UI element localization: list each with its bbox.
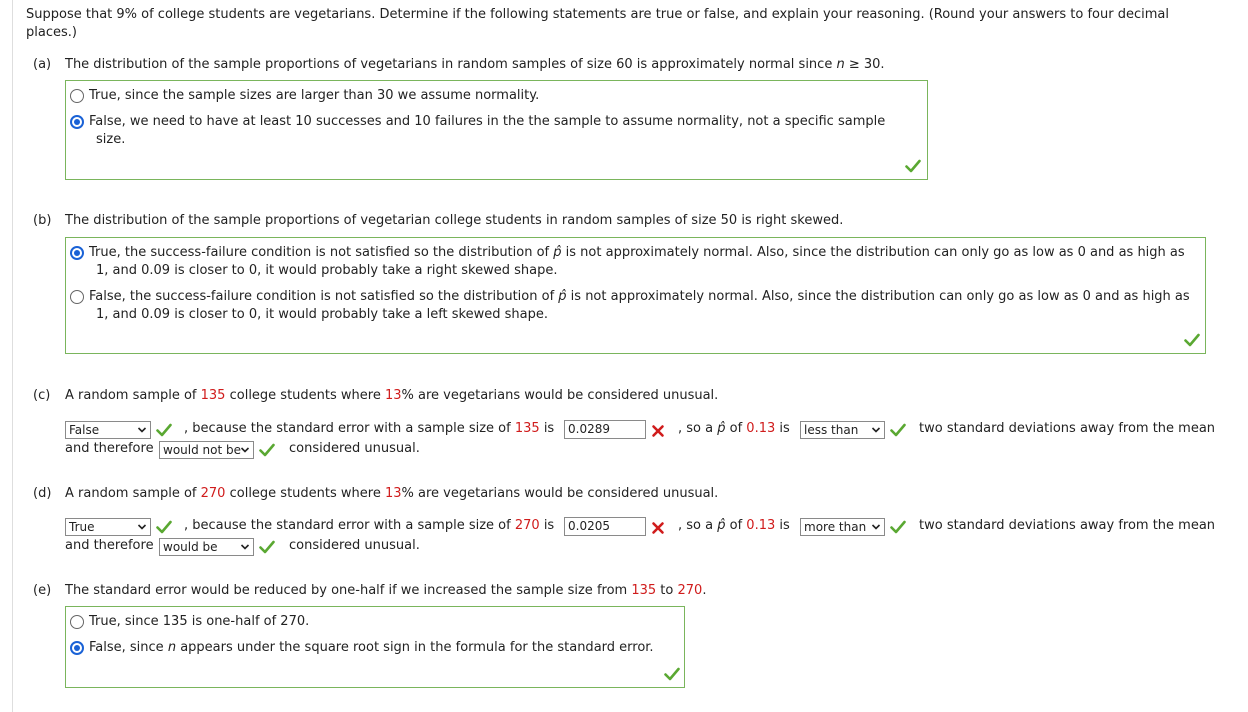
part-c-conclusion-select[interactable]: would not be bbox=[159, 441, 254, 459]
part-c-true-false-select[interactable]: False bbox=[65, 421, 151, 439]
correct-check-icon bbox=[156, 423, 172, 437]
part-e-option-1-text: True, since 135 is one-half of 270. bbox=[89, 614, 310, 629]
part-b-option-1-text-line-1: True, the success-failure condition is not satisfied so the distribution of p̂ is not approximately normal. Also, since the distribution can only go as low as 0 and as high as bbox=[89, 245, 1185, 260]
part-e-option-2-radio[interactable] bbox=[70, 641, 84, 655]
part-e-option-2-text: False, since n appears under the square root sign in the formula for the standard error. bbox=[89, 640, 654, 655]
chevron-down-icon bbox=[240, 445, 250, 455]
part-a-option-2-text-line-2: size. bbox=[96, 132, 126, 147]
part-b-statement: The distribution of the sample proportions of vegetarian college students in random samples of size 50 is right skewed. bbox=[65, 213, 844, 228]
part-d-true-false-select[interactable]: True bbox=[65, 518, 151, 536]
part-c-label: (c) bbox=[33, 388, 51, 403]
part-c-sentence-1: , because the standard error with a sample size of 135 is bbox=[184, 421, 555, 436]
chevron-down-icon bbox=[137, 425, 147, 435]
part-c-sentence-2: , so a p̂ of 0.13 is bbox=[678, 421, 790, 436]
correct-check-icon bbox=[664, 667, 680, 681]
chevron-down-icon bbox=[137, 522, 147, 532]
part-d-statement: A random sample of 270 college students where 13% are vegetarians would be considered unusual. bbox=[65, 486, 719, 501]
part-b-label: (b) bbox=[33, 213, 52, 228]
correct-check-icon bbox=[890, 520, 906, 534]
part-d-label: (d) bbox=[33, 486, 52, 501]
part-c-standard-error-input[interactable]: 0.0289 bbox=[564, 420, 646, 439]
part-c-sentence-5: considered unusual. bbox=[289, 441, 420, 456]
part-c-comparison-select[interactable]: less than bbox=[800, 421, 885, 439]
part-d-sentence-2: , so a p̂ of 0.13 is bbox=[678, 518, 790, 533]
part-a-statement: The distribution of the sample proportions of vegetarians in random samples of size 60 is approximately normal since n ≥ 30. bbox=[65, 57, 885, 72]
left-margin-rule bbox=[12, 0, 13, 712]
chevron-down-icon bbox=[871, 522, 881, 532]
correct-check-icon bbox=[259, 540, 275, 554]
part-a-option-1-radio[interactable] bbox=[70, 89, 84, 103]
part-c-sentence-3: two standard deviations away from the mean bbox=[919, 421, 1216, 436]
correct-check-icon bbox=[905, 159, 921, 173]
part-b-option-1-text-line-2: 1, and 0.09 is closer to 0, it would probably take a right skewed shape. bbox=[96, 263, 558, 278]
part-c-statement: A random sample of 135 college students where 13% are vegetarians would be considered unusual. bbox=[65, 388, 719, 403]
part-d-conclusion-select[interactable]: would be bbox=[159, 538, 254, 556]
correct-check-icon bbox=[259, 443, 275, 457]
intro-line-2: places.) bbox=[26, 25, 77, 40]
part-b-option-2-text-line-1: False, the success-failure condition is not satisfied so the distribution of p̂ is not approximately normal. Also, since the distribution can only go as low as 0 and as high as bbox=[89, 289, 1190, 304]
chevron-down-icon bbox=[240, 542, 250, 552]
part-c-sentence-4: and therefore bbox=[65, 441, 154, 456]
part-b-option-2-radio[interactable] bbox=[70, 290, 84, 304]
correct-check-icon bbox=[156, 520, 172, 534]
part-e-label: (e) bbox=[33, 583, 52, 598]
part-d-standard-error-input[interactable]: 0.0205 bbox=[564, 517, 646, 536]
part-b-option-1-radio[interactable] bbox=[70, 246, 84, 260]
part-d-sentence-1: , because the standard error with a sample size of 270 is bbox=[184, 518, 555, 533]
correct-check-icon bbox=[890, 423, 906, 437]
part-e-option-1-radio[interactable] bbox=[70, 615, 84, 629]
incorrect-x-icon bbox=[651, 521, 665, 535]
part-a-option-2-radio[interactable] bbox=[70, 115, 84, 129]
part-a-option-1-text: True, since the sample sizes are larger than 30 we assume normality. bbox=[89, 88, 540, 103]
intro-line-1: Suppose that 9% of college students are vegetarians. Determine if the following statements are true or false, and explain your reasoning. (Round your answers to four decimal bbox=[26, 7, 1169, 22]
part-d-comparison-select[interactable]: more than bbox=[800, 518, 885, 536]
part-d-sentence-4: and therefore bbox=[65, 538, 154, 553]
part-b-option-2-text-line-2: 1, and 0.09 is closer to 0, it would probably take a left skewed shape. bbox=[96, 307, 548, 322]
part-d-sentence-5: considered unusual. bbox=[289, 538, 420, 553]
part-e-statement: The standard error would be reduced by one-half if we increased the sample size from 135 to 270. bbox=[65, 583, 707, 598]
chevron-down-icon bbox=[871, 425, 881, 435]
part-d-sentence-3: two standard deviations away from the mean bbox=[919, 518, 1216, 533]
correct-check-icon bbox=[1184, 333, 1200, 347]
part-a-label: (a) bbox=[33, 57, 52, 72]
incorrect-x-icon bbox=[651, 424, 665, 438]
part-a-option-2-text-line-1: False, we need to have at least 10 successes and 10 failures in the the sample to assume normality, not a specific sample bbox=[89, 114, 886, 129]
